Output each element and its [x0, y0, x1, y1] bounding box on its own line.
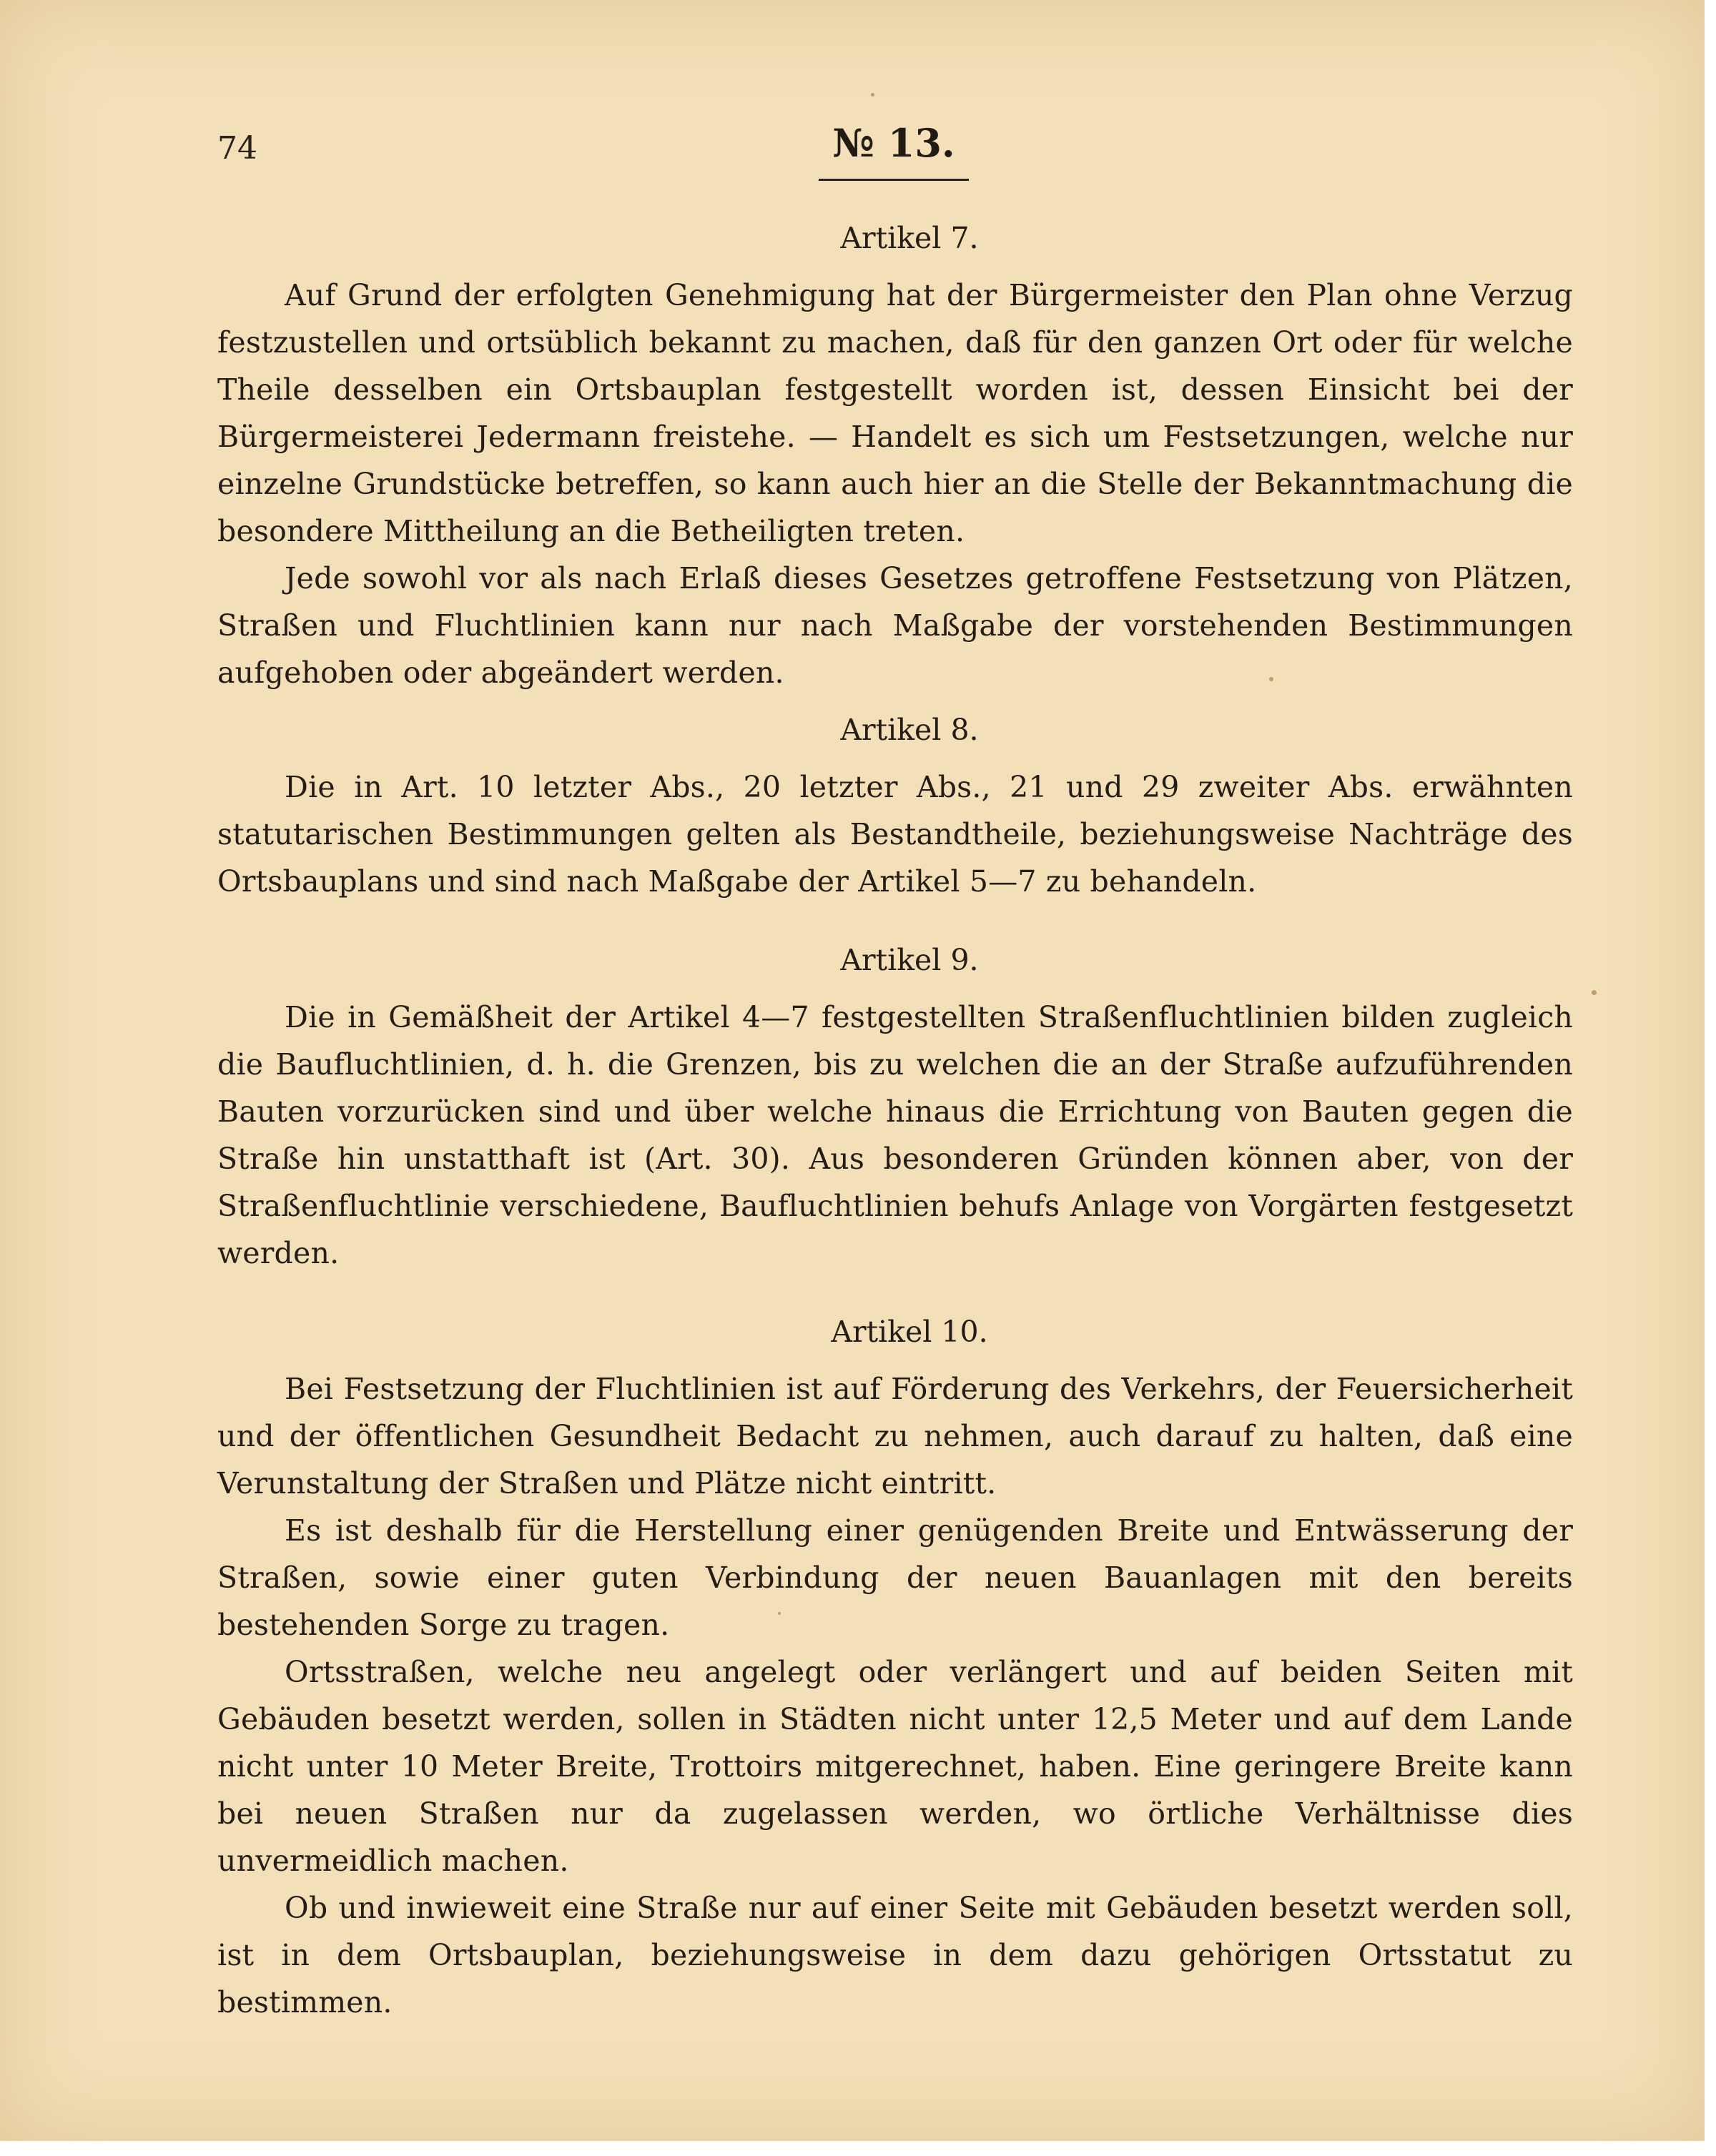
article-heading: Artikel 8. — [840, 713, 979, 747]
article-9 — [217, 936, 1573, 1277]
paragraph: Ob und inwieweit eine Straße nur auf einer Seite mit Gebäuden besetzt werden soll, ist in dem Ortsbauplan, beziehungsweise in dem dazu gehörigen Ortsstatut zu bestimmen. — [217, 1891, 1573, 2019]
article-heading: Artikel 10. — [831, 1315, 988, 1349]
article-heading: Artikel 7. — [840, 221, 979, 255]
document-body — [217, 214, 1573, 2026]
paragraph: Auf Grund der erfolgten Genehmigung hat der Bürgermeister den Plan ohne Verzug festzustellen und ortsüblich bekannt zu machen, daß für den ganzen Ort oder für welche Theile desselben ein Ortsbauplan festgestellt worden ist, dessen Einsicht bei der Bürgermeisterei Jedermann freistehe. — Handelt es sich um Festsetzungen, welche nur einzelne Grundstücke betreffen, so kann auch hier an die Stelle der Bekanntmachung die besondere Mittheilung an die Betheiligten treten. — [217, 278, 1573, 548]
article-heading: Artikel 9. — [840, 943, 979, 977]
issue-number: № 13. — [832, 120, 955, 166]
article-10 — [217, 1308, 1573, 2026]
paragraph: Ortsstraßen, welche neu angelegt oder verlängert und auf beiden Seiten mit Gebäuden besetzt werden, sollen in Städten nicht unter 12,5 Meter und auf dem Lande nicht unter 10 Meter Breite, Trottoirs mitgerechnet, haben. Eine geringere Breite kann bei neuen Straßen nur da zugelassen werden, wo örtliche Verhältnisse dies unvermeidlich machen. — [217, 1655, 1573, 1878]
paragraph: Es ist deshalb für die Herstellung einer genügenden Breite und Entwässerung der Straßen, sowie einer guten Verbindung der neuen Bauanlagen mit den bereits bestehenden Sorge zu tragen. — [217, 1513, 1573, 1642]
paper-spot — [871, 93, 874, 97]
article-8 — [217, 706, 1573, 905]
paper-spot — [1592, 990, 1597, 995]
paragraph: Die in Gemäßheit der Artikel 4—7 festgestellten Straßenfluchtlinien bilden zugleich die Baufluchtlinien, d. h. die Grenzen, bis zu welchen die an der Straße aufzuführenden Bauten vorzurücken sind und über welche hinaus die Errichtung von Bauten gegen die Straße hin unstatthaft ist (Art. 30). Aus besonderen Gründen können aber, von der Straßenfluchtlinie verschiedene, Baufluchtlinien behufs Anlage von Vorgärten festgesetzt werden. — [217, 1000, 1573, 1270]
paragraph: Jede sowohl vor als nach Erlaß dieses Gesetzes getroffene Festsetzung von Plätzen, Straßen und Fluchtlinien kann nur nach Maßgabe der vorstehenden Bestimmungen aufgehoben oder abgeändert werden. — [217, 561, 1573, 690]
header-rule — [819, 179, 969, 181]
paragraph: Bei Festsetzung der Fluchtlinien ist auf Förderung des Verkehrs, der Feuersicherheit und der öffentlichen Gesundheit Bedacht zu nehmen, auch darauf zu halten, daß eine Verunstaltung der Straßen und Plätze nicht eintritt. — [217, 1372, 1573, 1500]
paragraph: Die in Art. 10 letzter Abs., 20 letzter Abs., 21 und 29 zweiter Abs. erwähnten statutarischen Bestimmungen gelten als Bestandtheile, beziehungsweise Nachträge des Ortsbauplans und sind nach Maßgabe der Artikel 5—7 zu behandeln. — [217, 770, 1573, 899]
page-number: 74 — [217, 130, 257, 167]
article-7 — [217, 214, 1573, 696]
